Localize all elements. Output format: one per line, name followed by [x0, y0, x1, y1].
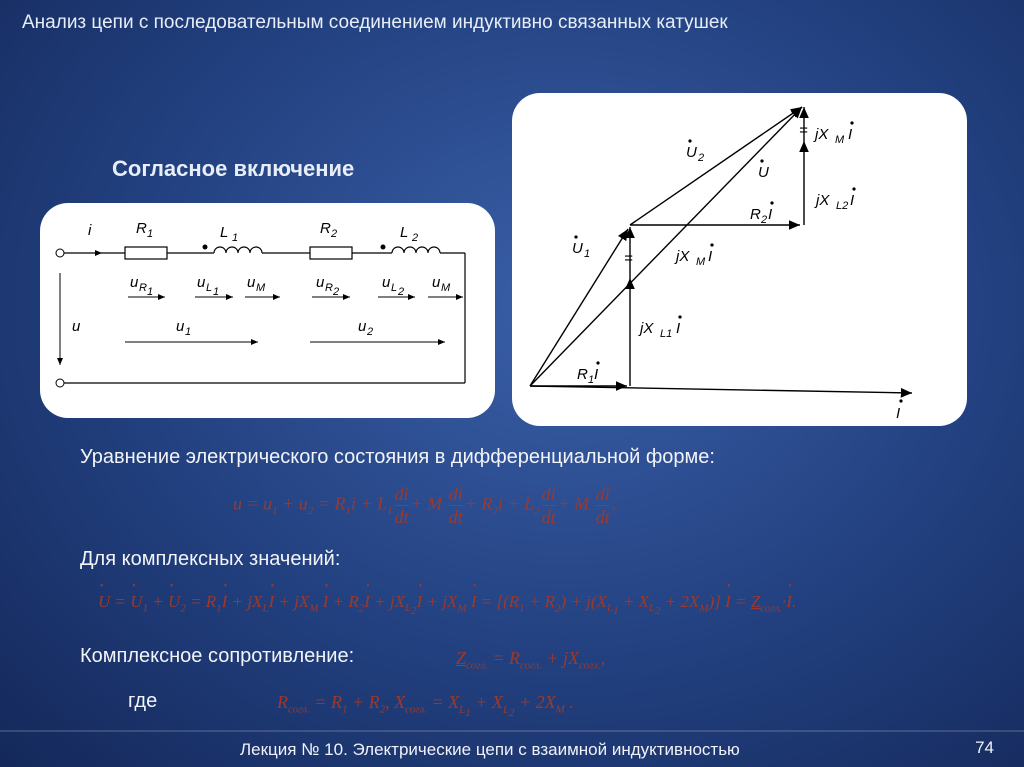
svg-text:u: u — [382, 274, 391, 291]
svg-text:i: i — [88, 222, 92, 239]
svg-text:2: 2 — [398, 286, 405, 298]
page-number: 74 — [975, 738, 994, 757]
svg-text:L: L — [400, 224, 409, 241]
svg-text:2: 2 — [333, 286, 340, 298]
svg-text:1: 1 — [185, 326, 192, 338]
svg-text:jX: jX — [676, 248, 690, 265]
svg-text:I: I — [708, 248, 713, 265]
svg-text:jX: jX — [640, 320, 654, 337]
svg-text:I: I — [850, 192, 855, 209]
equation-complex: • U = • $U_1$ + • $U_2$ = $R_1•$ $I + jX_L•$ $I + jX_M$ • $I + R_2•$ $I + jX_{L_2}•$ $I + jX_M$ • $I = [(R_1 + R_2) + j(X_{L_1} + X_{L_2} + 2X_M)]$ • $I = Z_{согл.}\cdot•$ I. — [98, 592, 796, 618]
equation-resistance-reactance: $R_{согл.} = R_1 + R_2$, $X_{согл.} = X_{L_1} + X_{L_2} + 2X_M$ . — [277, 692, 574, 719]
svg-text:M: M — [696, 256, 706, 268]
text-differential-form: Уравнение электрического состояния в дифференциальной форме: — [80, 446, 715, 468]
svg-text:2: 2 — [331, 228, 338, 240]
svg-text:u: u — [316, 274, 325, 291]
svg-text:R: R — [325, 282, 333, 294]
svg-text:M: M — [441, 282, 451, 294]
svg-text:U: U — [572, 240, 583, 257]
svg-text:u: u — [72, 318, 81, 335]
circuit-diagram — [40, 203, 495, 418]
svg-text:I: I — [768, 206, 773, 223]
svg-text:2: 2 — [367, 326, 374, 338]
svg-text:I: I — [676, 320, 681, 337]
svg-text:2: 2 — [761, 214, 768, 226]
svg-text:L: L — [391, 282, 398, 294]
svg-text:u: u — [197, 274, 206, 291]
equation-differential: $u = u_1 + u_2 = R_1i + L_1$ $\frac{di}{dt}$ + M $\frac{di}{dt}$ + $R_2i + L_2$ $\frac{di}{dt}$ + M $\frac{di}{dt}$ . — [233, 484, 617, 527]
svg-text:jX: jX — [816, 192, 830, 209]
svg-text:R: R — [320, 220, 331, 237]
equation-impedance: $Z_{согл.} = R_{согл.} + jX_{согл.}$, — [456, 648, 606, 672]
svg-text:L: L — [220, 224, 229, 241]
svg-text:=: = — [624, 250, 633, 267]
svg-text:M: M — [835, 134, 845, 146]
svg-text:u: u — [176, 318, 185, 335]
svg-text:1: 1 — [232, 232, 239, 244]
svg-text:L1: L1 — [660, 328, 673, 340]
svg-text:u: u — [130, 274, 139, 291]
svg-text:2: 2 — [412, 232, 419, 244]
svg-text:u: u — [247, 274, 256, 291]
svg-text:L: L — [206, 282, 213, 294]
svg-text:jX: jX — [815, 126, 829, 143]
slide-title: Анализ цепи с последовательным соединением индуктивно связанных катушек — [22, 12, 728, 33]
svg-text:L2: L2 — [836, 200, 849, 212]
svg-text:I: I — [848, 126, 853, 143]
svg-text:1: 1 — [147, 228, 154, 240]
svg-text:u: u — [358, 318, 367, 335]
svg-text:1: 1 — [213, 286, 220, 298]
svg-text:1: 1 — [147, 286, 154, 298]
text-where: где — [128, 690, 158, 712]
footer-divider — [0, 730, 1024, 732]
svg-text:I: I — [594, 366, 599, 383]
phasor-diagram-panel — [512, 93, 967, 426]
svg-text:R: R — [577, 366, 588, 383]
text-complex-impedance: Комплексное сопротивление: — [80, 645, 355, 667]
svg-text:1: 1 — [584, 248, 591, 260]
svg-text:M: M — [256, 282, 266, 294]
phasor-diagram — [512, 93, 967, 426]
svg-text:U: U — [686, 144, 697, 161]
svg-text:2: 2 — [698, 152, 705, 164]
svg-text:1: 1 — [588, 374, 595, 386]
subtitle-consonant-connection: Согласное включение — [112, 156, 355, 181]
circuit-diagram-panel — [40, 203, 495, 418]
svg-text:=: = — [799, 122, 808, 139]
svg-text:R: R — [136, 220, 147, 237]
footer-lecture-title: Лекция № 10. Электрические цепи с взаимной индуктивностью — [240, 740, 740, 759]
text-complex-values: Для комплексных значений: — [80, 548, 341, 570]
svg-text:u: u — [432, 274, 441, 291]
svg-text:R: R — [750, 206, 761, 223]
svg-text:R: R — [139, 282, 147, 294]
svg-text:U: U — [758, 164, 769, 181]
svg-text:I: I — [896, 405, 901, 422]
